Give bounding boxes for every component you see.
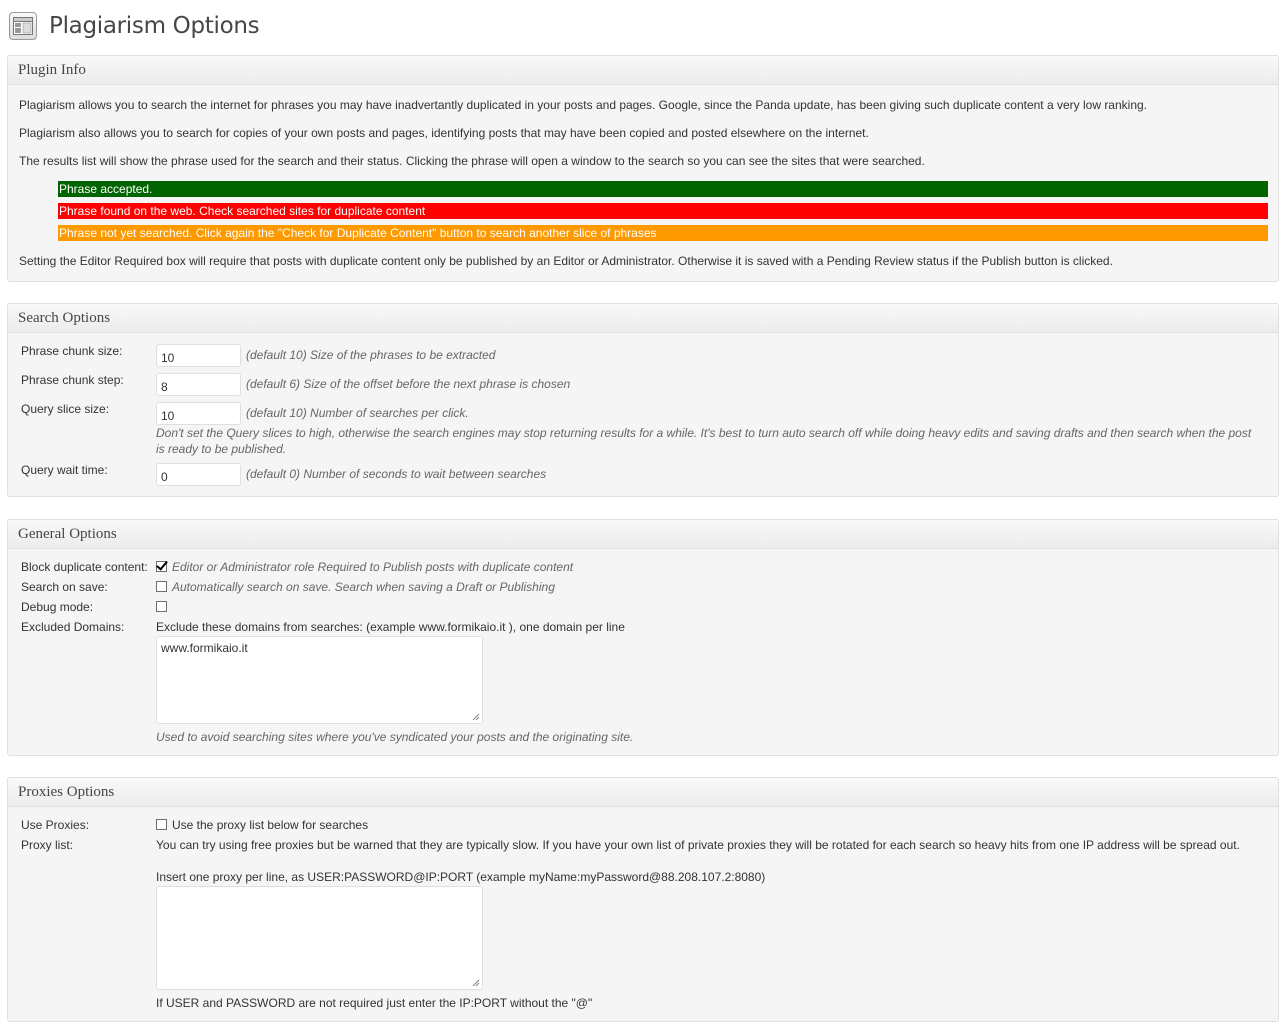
search-on-save-text: Automatically search on save. Search when saving a Draft or Publishing	[172, 580, 555, 594]
block-duplicate-label: Block duplicate content:	[21, 560, 148, 574]
excluded-domains-textarea[interactable]	[156, 636, 483, 724]
slice-size-note: Don't set the Query slices to high, otherwise the search engines may stop returning results for a while. It's best to turn auto search off while doing heavy edits and saving drafts and then search when the post is ready to be published.	[156, 426, 1252, 456]
plugin-info-paragraph-3: The results list will show the phrase used for the search and their status. Clicking the phrase will open a window to the search so you can see the sites that were searched.	[19, 154, 925, 168]
search-options-panel	[7, 303, 1279, 497]
search-on-save-label: Search on save:	[21, 580, 108, 594]
status-found-bar: Phrase found on the web. Check searched sites for duplicate content	[58, 203, 1268, 219]
settings-page-icon	[9, 12, 37, 40]
proxy-list-note: If USER and PASSWORD are not required just enter the IP:PORT without the "@"	[156, 996, 593, 1010]
block-duplicate-checkbox[interactable]	[156, 561, 167, 572]
chunk-step-label: Phrase chunk step:	[21, 373, 124, 387]
page-header	[9, 9, 259, 43]
status-pending-bar: Phrase not yet searched. Click again the "Check for Duplicate Content" button to search another slice of phrases	[58, 225, 1268, 241]
proxy-list-description: You can try using free proxies but be warned that they are typically slow. If you have your own list of private proxies they will be rotated for each search so heavy hits from one IP address will be spread out.	[156, 838, 1240, 852]
resize-grip-icon[interactable]	[472, 979, 480, 987]
proxies-options-heading: Proxies Options	[8, 778, 1278, 807]
debug-mode-checkbox[interactable]	[156, 601, 167, 612]
wait-time-input[interactable]	[156, 463, 241, 486]
use-proxies-checkbox[interactable]	[156, 819, 167, 830]
plugin-info-panel	[7, 55, 1279, 282]
plugin-info-paragraph-4: Setting the Editor Required box will require that posts with duplicate content only be published by an Editor or Administrator. Otherwise it is saved with a Pending Review status if the Publish button is clicked.	[19, 254, 1113, 268]
wait-time-hint: (default 0) Number of seconds to wait between searches	[246, 467, 547, 481]
excluded-domains-description: Exclude these domains from searches: (example www.formikaio.it ), one domain per line	[156, 620, 625, 634]
proxy-list-instruction: Insert one proxy per line, as USER:PASSWORD@IP:PORT (example myName:myPassword@88.208.107.2:8080)	[156, 870, 766, 884]
slice-size-hint: (default 10) Number of searches per click.	[246, 406, 469, 420]
proxies-options-panel	[7, 777, 1279, 1022]
use-proxies-label: Use Proxies:	[21, 818, 90, 832]
chunk-size-hint: (default 10) Size of the phrases to be extracted	[246, 348, 496, 362]
search-options-heading: Search Options	[8, 304, 1278, 333]
excluded-domains-note: Used to avoid searching sites where you've syndicated your posts and the originating site.	[156, 730, 634, 744]
use-proxies-text: Use the proxy list below for searches	[172, 818, 369, 832]
chunk-step-input[interactable]	[156, 373, 241, 396]
proxy-list-label: Proxy list:	[21, 838, 74, 852]
chunk-step-hint: (default 6) Size of the offset before the next phrase is chosen	[246, 377, 571, 391]
status-accepted-bar: Phrase accepted.	[58, 181, 1268, 197]
chunk-size-label: Phrase chunk size:	[21, 344, 123, 358]
slice-size-input[interactable]	[156, 402, 241, 425]
plugin-info-heading: Plugin Info	[8, 56, 1278, 85]
excluded-domains-value: www.formikaio.it	[161, 641, 248, 655]
page-title: Plagiarism Options	[49, 13, 260, 39]
general-options-panel	[7, 519, 1279, 756]
search-on-save-checkbox[interactable]	[156, 581, 167, 592]
proxy-list-textarea[interactable]	[156, 886, 483, 990]
plugin-info-paragraph-2: Plagiarism also allows you to search for copies of your own posts and pages, identifying posts that may have been copied and posted elsewhere on the internet.	[19, 126, 869, 140]
general-options-heading: General Options	[8, 520, 1278, 549]
debug-mode-label: Debug mode:	[21, 600, 94, 614]
excluded-domains-label: Excluded Domains:	[21, 620, 125, 634]
slice-size-label: Query slice size:	[21, 402, 110, 416]
plugin-info-paragraph-1: Plagiarism allows you to search the internet for phrases you may have inadvertantly duplicated in your posts and pages. Google, since the Panda update, has been giving such duplicate content a very low ranking.	[19, 98, 1148, 112]
wait-time-label: Query wait time:	[21, 463, 108, 477]
block-duplicate-text: Editor or Administrator role Required to Publish posts with duplicate content	[172, 560, 574, 574]
resize-grip-icon[interactable]	[472, 713, 480, 721]
chunk-size-input[interactable]	[156, 344, 241, 367]
